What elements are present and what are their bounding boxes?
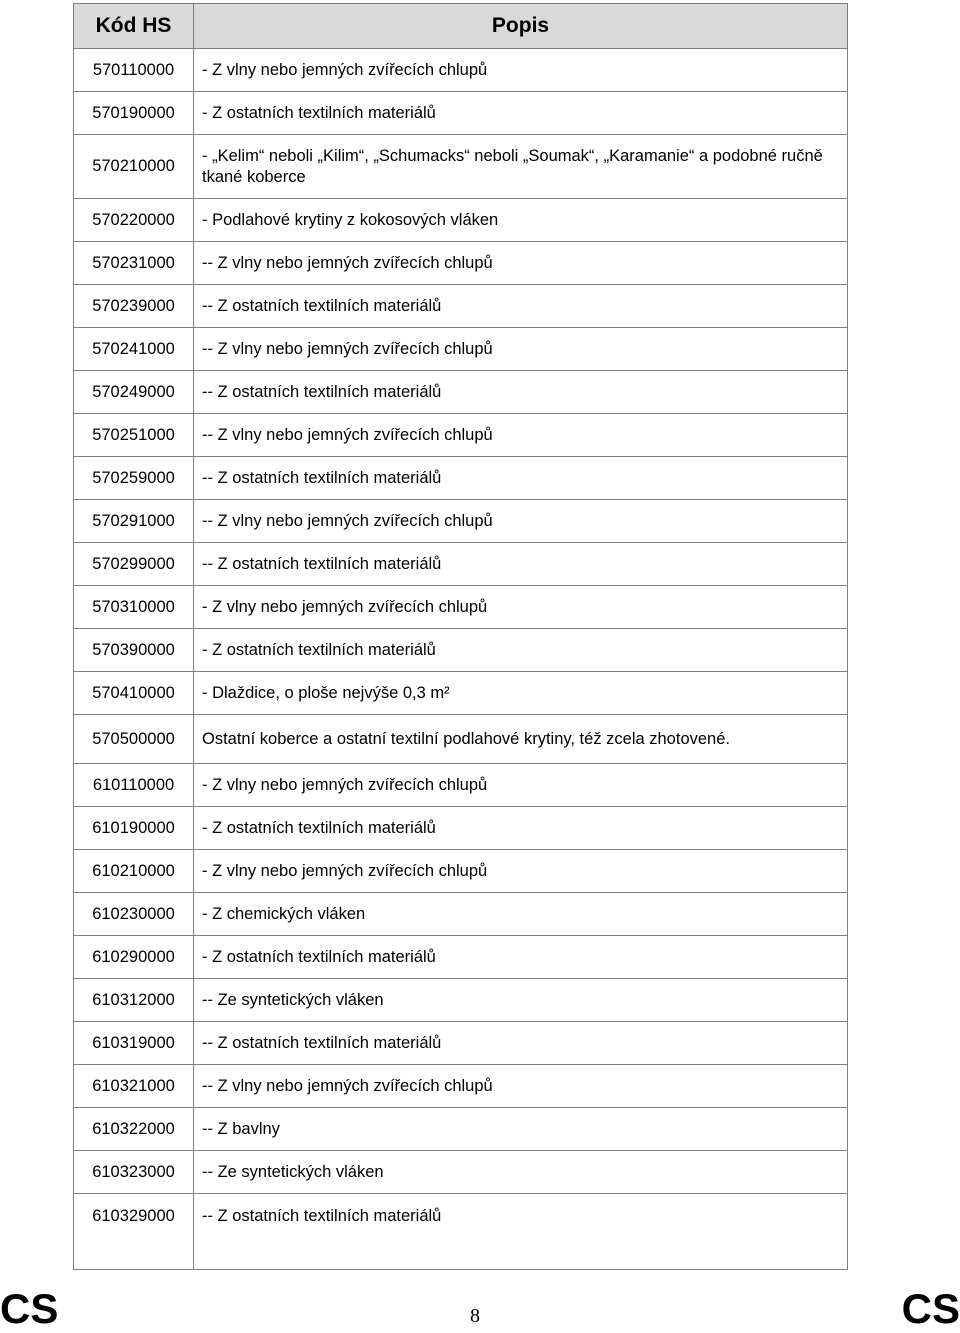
hs-code: 610210000 xyxy=(74,850,194,893)
hs-code: 610230000 xyxy=(74,893,194,936)
table-row xyxy=(74,500,848,543)
description: -- Z ostatních textilních materiálů xyxy=(194,543,848,586)
description: -- Z ostatních textilních materiálů xyxy=(194,1022,848,1065)
table-row xyxy=(74,629,848,672)
description: -- Z vlny nebo jemných zvířecích chlupů xyxy=(194,1065,848,1108)
hs-code: 610290000 xyxy=(74,936,194,979)
hs-code: 610329000 xyxy=(74,1194,194,1270)
hs-code: 570190000 xyxy=(74,92,194,135)
table-row xyxy=(74,371,848,414)
table-row xyxy=(74,715,848,764)
table-row xyxy=(74,49,848,92)
table-row xyxy=(74,764,848,807)
hs-code: 610110000 xyxy=(74,764,194,807)
description: -- Z bavlny xyxy=(194,1108,848,1151)
description: - Z ostatních textilních materiálů xyxy=(194,807,848,850)
table-row xyxy=(74,457,848,500)
hs-code: 570251000 xyxy=(74,414,194,457)
table-row xyxy=(74,543,848,586)
hs-code: 570310000 xyxy=(74,586,194,629)
table-row xyxy=(74,1151,848,1194)
table-row xyxy=(74,242,848,285)
hs-code: 610323000 xyxy=(74,1151,194,1194)
description: -- Z vlny nebo jemných zvířecích chlupů xyxy=(194,500,848,543)
hs-code: 570210000 xyxy=(74,135,194,199)
description: - Z ostatních textilních materiálů xyxy=(194,92,848,135)
table-row xyxy=(74,1108,848,1151)
hs-code: 570410000 xyxy=(74,672,194,715)
description: -- Z ostatních textilních materiálů xyxy=(194,1194,848,1270)
hs-code: 570231000 xyxy=(74,242,194,285)
hs-code-table xyxy=(73,3,848,1270)
page-number: 8 xyxy=(470,1305,480,1327)
description: -- Z vlny nebo jemných zvířecích chlupů xyxy=(194,242,848,285)
table-row xyxy=(74,979,848,1022)
table-row xyxy=(74,135,848,199)
description: - Z vlny nebo jemných zvířecích chlupů xyxy=(194,49,848,92)
table-row xyxy=(74,672,848,715)
description: - Podlahové krytiny z kokosových vláken xyxy=(194,199,848,242)
hs-code: 570390000 xyxy=(74,629,194,672)
table-row xyxy=(74,92,848,135)
description: -- Ze syntetických vláken xyxy=(194,979,848,1022)
description: - Z ostatních textilních materiálů xyxy=(194,629,848,672)
header-description: Popis xyxy=(194,4,848,49)
table-row xyxy=(74,586,848,629)
description: - Z ostatních textilních materiálů xyxy=(194,936,848,979)
table-header-row xyxy=(74,4,848,49)
description: - Z vlny nebo jemných zvířecích chlupů xyxy=(194,764,848,807)
hs-code: 570110000 xyxy=(74,49,194,92)
table-row xyxy=(74,936,848,979)
table-row xyxy=(74,1194,848,1270)
description: -- Ze syntetických vláken xyxy=(194,1151,848,1194)
header-code: Kód HS xyxy=(74,4,194,49)
hs-code: 610190000 xyxy=(74,807,194,850)
table-row xyxy=(74,1022,848,1065)
description: -- Z ostatních textilních materiálů xyxy=(194,457,848,500)
hs-code: 570241000 xyxy=(74,328,194,371)
description: - Dlaždice, o ploše nejvýše 0,3 m² xyxy=(194,672,848,715)
hs-code: 570259000 xyxy=(74,457,194,500)
description: -- Z ostatních textilních materiálů xyxy=(194,371,848,414)
footer-language-right: CS xyxy=(901,1285,960,1332)
table-row xyxy=(74,414,848,457)
description: Ostatní koberce a ostatní textilní podlahové krytiny, též zcela zhotovené. xyxy=(194,715,848,764)
hs-code: 570239000 xyxy=(74,285,194,328)
description: -- Z ostatních textilních materiálů xyxy=(194,285,848,328)
hs-code: 570500000 xyxy=(74,715,194,764)
table-row xyxy=(74,850,848,893)
hs-code: 610319000 xyxy=(74,1022,194,1065)
footer-language-left: CS xyxy=(0,1285,59,1332)
description: -- Z vlny nebo jemných zvířecích chlupů xyxy=(194,328,848,371)
description: - Z chemických vláken xyxy=(194,893,848,936)
hs-code: 570249000 xyxy=(74,371,194,414)
hs-code: 570291000 xyxy=(74,500,194,543)
hs-code: 610312000 xyxy=(74,979,194,1022)
description: - „Kelim“ neboli „Kilim“, „Schumacks“ neboli „Soumak“, „Karamanie“ a podobné ručně tkané koberce xyxy=(194,135,848,199)
hs-code: 570299000 xyxy=(74,543,194,586)
table-row xyxy=(74,199,848,242)
description: - Z vlny nebo jemných zvířecích chlupů xyxy=(194,850,848,893)
table-row xyxy=(74,285,848,328)
hs-code: 610322000 xyxy=(74,1108,194,1151)
description: - Z vlny nebo jemných zvířecích chlupů xyxy=(194,586,848,629)
table-row xyxy=(74,807,848,850)
table-row xyxy=(74,328,848,371)
table-row xyxy=(74,893,848,936)
hs-code: 570220000 xyxy=(74,199,194,242)
table-row xyxy=(74,1065,848,1108)
description: -- Z vlny nebo jemných zvířecích chlupů xyxy=(194,414,848,457)
hs-code: 610321000 xyxy=(74,1065,194,1108)
